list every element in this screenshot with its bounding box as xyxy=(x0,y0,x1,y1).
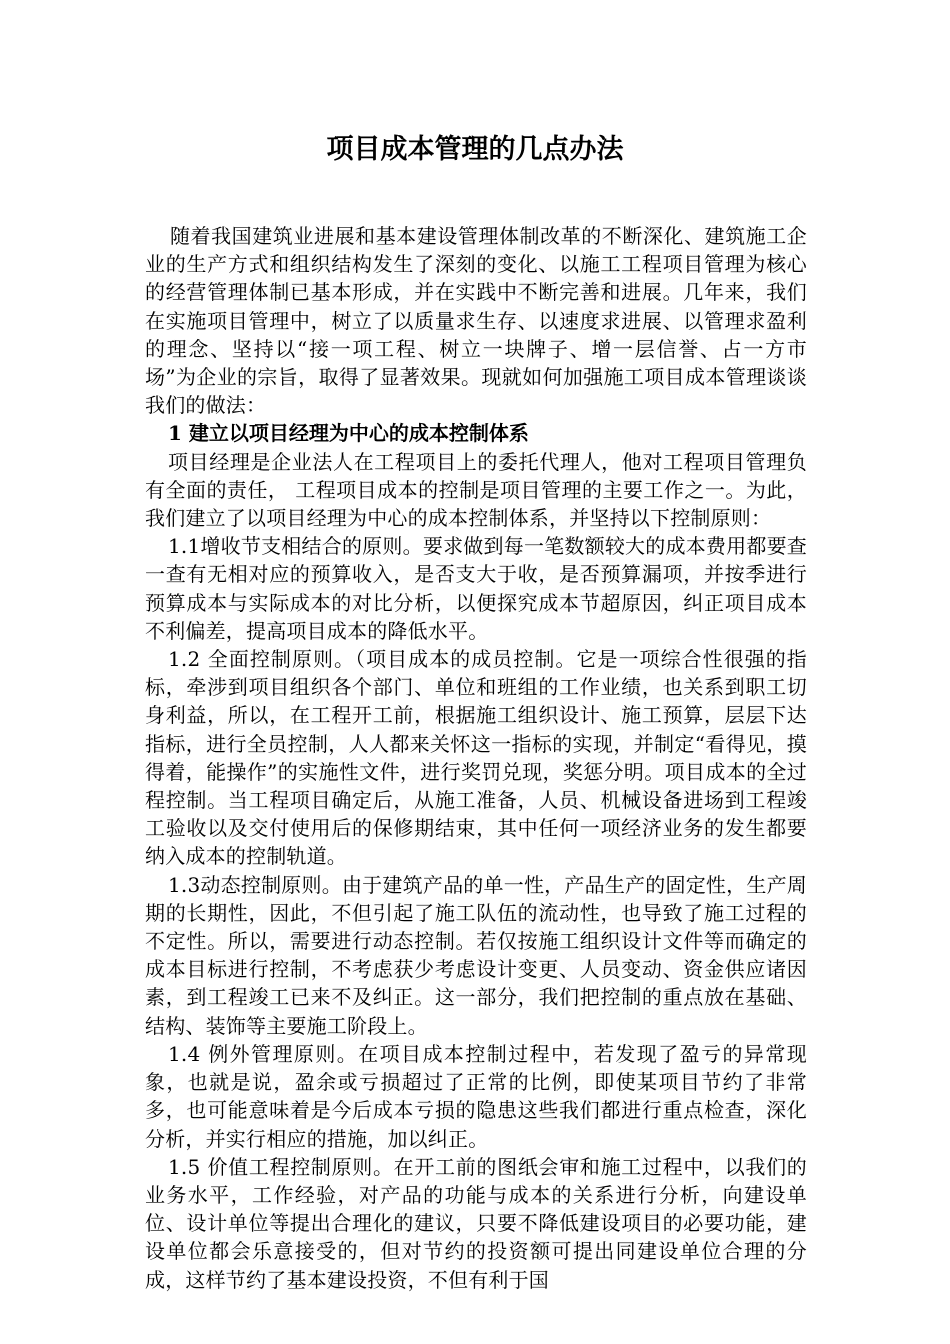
section-intro-paragraph: 项目经理是企业法人在工程项目上的委托代理人，他对工程项目管理负有全面的责任， 工程项目成本的控制是项目管理的主要工作之一。为此，我们建立了以项目经理为中心的成本控制体系，并坚持以下控制原则： xyxy=(145,449,807,531)
principle-1-1-paragraph: 1.1增收节支相结合的原则。要求做到每一笔数额较大的成本费用都要查一查有无相对应的预算收入，是否支大于收，是否预算漏项，并按季进行预算成本与实际成本的对比分析，以便探究成本节超原因，纠正项目成本不利偏差，提高项目成本的降低水平。 xyxy=(145,534,807,643)
intro-paragraph: 随着我国建筑业进展和基本建设管理体制改革的不断深化、建筑施工企业的生产方式和组织结构发生了深刻的变化、以施工工程项目管理为核心的经营管理体制已基本形成，并在实践中不断完善和进展。几年来，我们在实施项目管理中，树立了以质量求生存、以速度求进展、以管理求盈利的理念、坚持以“接一项工程、树立一块牌子、增一层信誉、占一方市场”为企业的宗旨，取得了显著效果。现就如何加强施工项目成本管理谈谈我们的做法： xyxy=(145,224,807,418)
document-title: 项目成本管理的几点办法 xyxy=(326,134,624,165)
principle-1-2-paragraph: 1.2 全面控制原则。（项目成本的成员控制。它是一项综合性很强的指标，牵涉到项目组织各个部门、单位和班组的工作业绩，也关系到职工切身利益，所以，在工程开工前，根据施工组织设计、施工预算，层层下达指标，进行全员控制，人人都来关怀这一指标的实现，并制定“看得见，摸得着，能操作”的实施性文件，进行奖罚兑现，奖惩分明。项目成本的全过程控制。当工程项目确定后，从施工准备，人员、机械设备进场到工程竣工验收以及交付使用后的保修期结束，其中任何一项经济业务的发生都要纳入成本的控制轨道。 xyxy=(145,647,807,869)
section-heading: 1 建立以项目经理为中心的成本控制体系 xyxy=(168,421,529,446)
principle-1-5-paragraph: 1.5 价值工程控制原则。在开工前的图纸会审和施工过程中，以我们的业务水平，工作经验，对产品的功能与成本的关系进行分析，向建设单位、设计单位等提出合理化的建议，只要不降低建设项目的必要功能，建设单位都会乐意接受的，但对节约的投资额可提出同建设单位合理的分成，这样节约了基本建设投资，不但有利于国 xyxy=(145,1154,807,1292)
document-body xyxy=(145,222,807,1294)
principle-1-3-paragraph: 1.3动态控制原则。由于建筑产品的单一性，产品生产的固定性，生产周期的长期性，因此，不但引起了施工队伍的流动性，也导致了施工过程的不定性。所以，需要进行动态控制。若仅按施工组织设计文件等而确定的成本目标进行控制，不考虑获少考虑设计变更、人员变动、资金供应诸因素，到工程竣工已来不及纠正。这一部分，我们把控制的重点放在基础、结构、装饰等主要施工阶段上。 xyxy=(145,872,807,1038)
principle-1-4-paragraph: 1.4 例外管理原则。在项目成本控制过程中，若发现了盈亏的异常现象，也就是说，盈余或亏损超过了正常的比例，即使某项目节约了非常多，也可能意味着是今后成本亏损的隐患这些我们都进行重点检查，深化分析，并实行相应的措施，加以纠正。 xyxy=(145,1041,807,1151)
